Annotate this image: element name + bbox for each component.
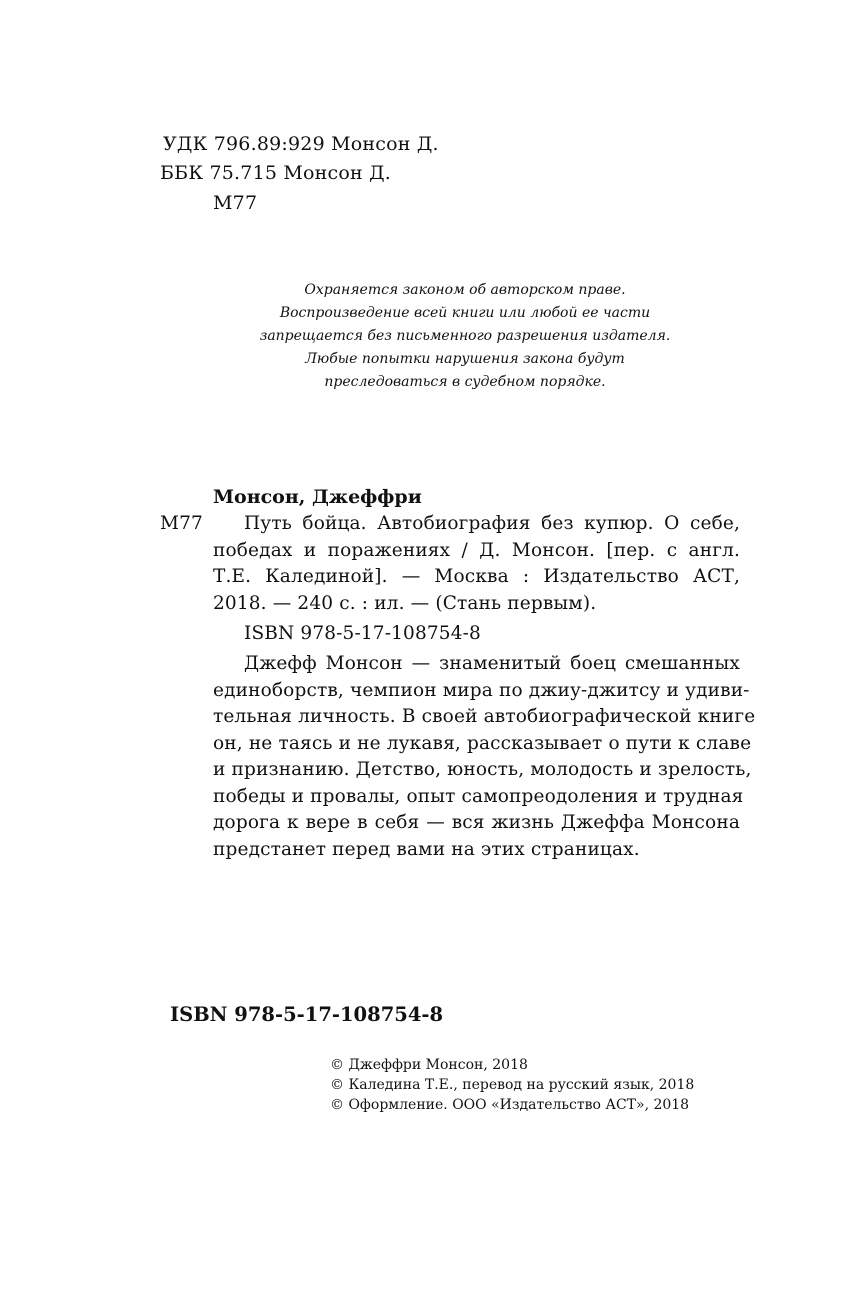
copyright-line: © Каледина Т.Е., перевод на русский язык, 2018 <box>330 1077 695 1093</box>
notice-line: Охраняется законом об авторском праве. <box>304 282 626 298</box>
copyright-lines <box>330 1055 694 1115</box>
copyright-line: © Оформление. ООО «Издательство АСТ», 2018 <box>330 1097 690 1113</box>
bibliographic-description <box>213 511 740 617</box>
bib-line: 2018. — 240 с. : ил. — (Стань первым). <box>213 592 597 614</box>
bib-line: Т.Е. Калединой]. — Москва : Издательство АСТ, <box>213 566 740 587</box>
annotation-line: тельная личность. В своей автобиографической книге <box>213 706 756 727</box>
copyright-line: © Джеффри Монсон, 2018 <box>330 1057 528 1073</box>
annotation-line: дорога к вере в себя — вся жизнь Джеффа Монсона <box>213 812 740 833</box>
notice-line: Воспроизведение всей книги или любой ее части <box>279 305 651 321</box>
annotation-line: единоборств, чемпион мира по джиу-джитсу и удиви- <box>213 679 750 701</box>
author-mark-top: М77 <box>213 192 258 214</box>
bib-line: Путь бойца. Автобиография без купюр. О себе, <box>244 513 740 534</box>
annotation-line: Джефф Монсон — знаменитый боец смешанных <box>244 653 740 674</box>
annotation-line: он, не таясь и не лукавя, рассказывает о пути к славе <box>213 732 752 754</box>
annotation-line: и признанию. Детство, юность, молодость и зрелость, <box>213 759 752 780</box>
author-heading: Монсон, Джеффри <box>213 486 422 508</box>
annotation-line: победы и провалы, опыт самопреодоления и трудная <box>213 785 744 807</box>
bbk-code: ББК 75.715 Монсон Д. <box>160 162 392 184</box>
annotation-line: предстанет перед вами на этих страницах. <box>213 838 640 860</box>
isbn-record: ISBN 978-5-17-108754-8 <box>244 623 481 644</box>
notice-line: запрещается без письменного разрешения издателя. <box>259 328 671 344</box>
udk-code: УДК 796.89:929 Монсон Д. <box>163 133 439 155</box>
copyright-notice <box>230 279 700 394</box>
notice-line: преследоваться в судебном порядке. <box>324 374 606 390</box>
bib-line: победах и поражениях / Д. Монсон. [пер. с англ. <box>213 539 740 561</box>
notice-line: Любые попытки нарушения закона будут <box>305 351 625 367</box>
annotation <box>213 651 756 863</box>
isbn-footer: ISBN 978-5-17-108754-8 <box>170 1003 444 1026</box>
author-mark-record: М77 <box>160 513 203 534</box>
